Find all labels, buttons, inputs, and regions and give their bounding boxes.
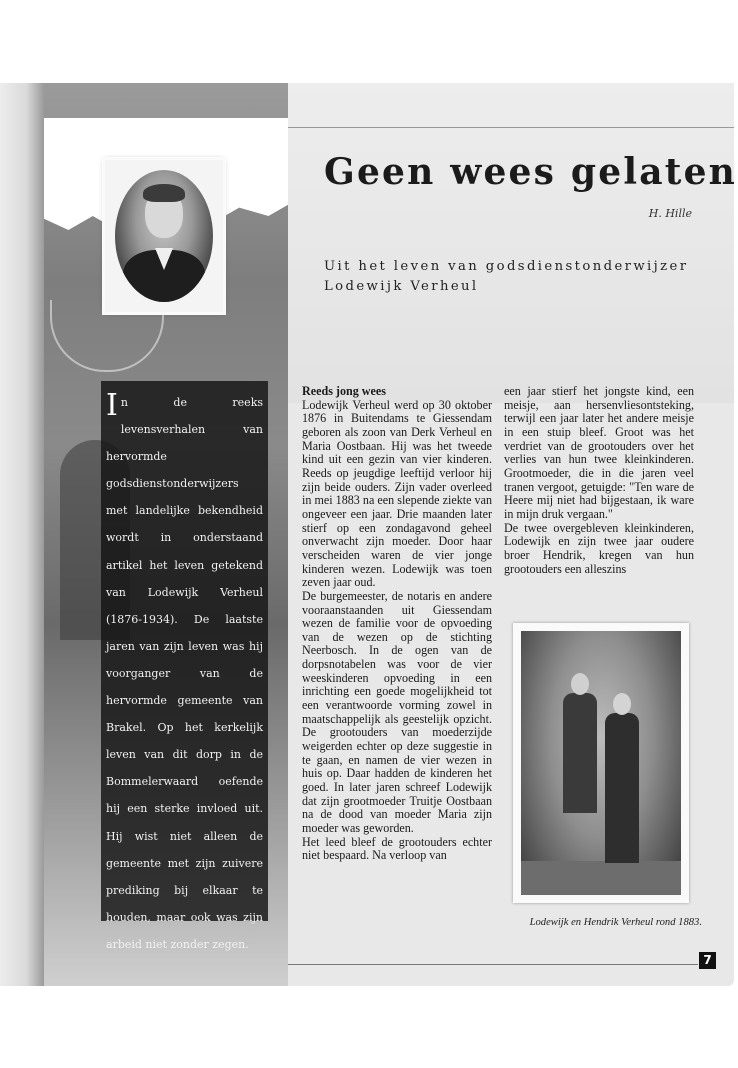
article-subtitle: Uit het leven van godsdienstonderwijzer Lodewijk Verheul <box>324 259 689 294</box>
photo-floor <box>521 861 681 895</box>
portrait-oval-frame <box>115 170 213 302</box>
column1-paragraph-2: De burgemeester, de notaris en andere vooraanstaanden uit Giessendam wezen de familie voor de opvoeding van de wezen op de stichting Neerbosch. In de ogen van de dorpsnotabelen was voor de vier weeskinderen opvoeding in een inrichting een goede mogelijkheid tot een verantwoorde vorming zowel in maatschappelijk als geestelijk opzicht. De grootouders van moederzijde weigerden echter op deze suggestie in te gaan, en namen de vier wezen in huis op. Daar hadden de kinderen het goed. In later jaren schreef Lodewijk dat zijn grootmoeder Truitje Oostbaan na de dood van moeder Maria zijn moeder was geworden. <box>302 588 492 835</box>
bottom-rule <box>288 964 698 965</box>
boy-left-body <box>563 693 597 813</box>
article-author: H. Hille <box>648 207 692 220</box>
boy-left-head <box>571 673 589 695</box>
column2-paragraph-1: een jaar stierf het jongste kind, een meisje, aan hersenvliesontsteking, terwijl een jaar later het andere meisje in een stuip bleef. Groot was het verdriet van de grootouders over het verlies van hun twee kleinkinderen. Grootmoeder, die in die jaren veel tranen vergoot, getuigde: "Ten ware de Heere mij niet had bijgestaan, ik ware in mijn druk vergaan." <box>504 384 694 521</box>
intro-box <box>101 381 268 951</box>
brothers-photo-image <box>521 631 681 895</box>
text-column-2 <box>504 385 694 576</box>
top-rule <box>288 127 734 128</box>
portrait-photo <box>105 160 223 312</box>
photo-caption: Lodewijk en Hendrik Verheul rond 1883. <box>529 917 702 928</box>
brothers-photo <box>513 623 689 903</box>
section-heading: Reeds jong wees <box>302 384 386 398</box>
article-title: Geen wees gelaten <box>324 151 738 193</box>
intro-paragraph <box>106 389 263 958</box>
page-background-decoration <box>288 83 738 403</box>
boy-right-head <box>613 693 631 715</box>
page-number: 7 <box>699 952 716 969</box>
intro-text: n de reeks levensverhalen van hervormde godsdienstonderwijzers met landelijke bekendheid wordt in onderstaand artikel het leven getekend van Lodewijk Verheul (1876-1934). De laatste jaren van zijn leven was hij voorganger van de hervormde gemeente van Brakel. Op het kerkelijk leven van dit dorp in de Bommelerwaard oefende hij een sterke invloed uit. Hij wist niet alleen de gemeente met zijn zuivere prediking bij elkaar te houden, maar ook was zijn arbeid niet zonder zegen. <box>106 396 263 951</box>
column1-paragraph-1: Lodewijk Verheul werd op 30 oktober 1876 in Buitendams te Giessendam geboren als zoon van Derk Verheul en Maria Oostbaan. Hij was het tweede kind uit een gezin van vier kinderen. Reeds op jeugdige leeftijd verloor hij zijn beide ouders. Zijn vader overleed in mei 1883 na een slepende ziekte van ongeveer een jaar. Drie maanden later stierf op een zondagavond geheel onverwacht zijn moeder. Door haar verscheiden waren de vier jonge kinderen wezen. Lodewijk was toen zeven jaar oud. <box>302 397 492 590</box>
text-column-1 <box>302 385 492 863</box>
portrait-hair <box>143 184 185 202</box>
intro-dropcap: I <box>106 388 118 423</box>
article-page <box>288 83 738 986</box>
column1-paragraph-3: Het leed bleef de grootouders echter niet bespaard. Na verloop van <box>302 834 492 863</box>
page-gutter <box>0 83 44 986</box>
boy-right-body <box>605 713 639 863</box>
column2-paragraph-2: De twee overgebleven kleinkinderen, Lodewijk en zijn twee jaar oudere broer Hendrik, kregen van hun grootouders een alleszins <box>504 520 694 576</box>
